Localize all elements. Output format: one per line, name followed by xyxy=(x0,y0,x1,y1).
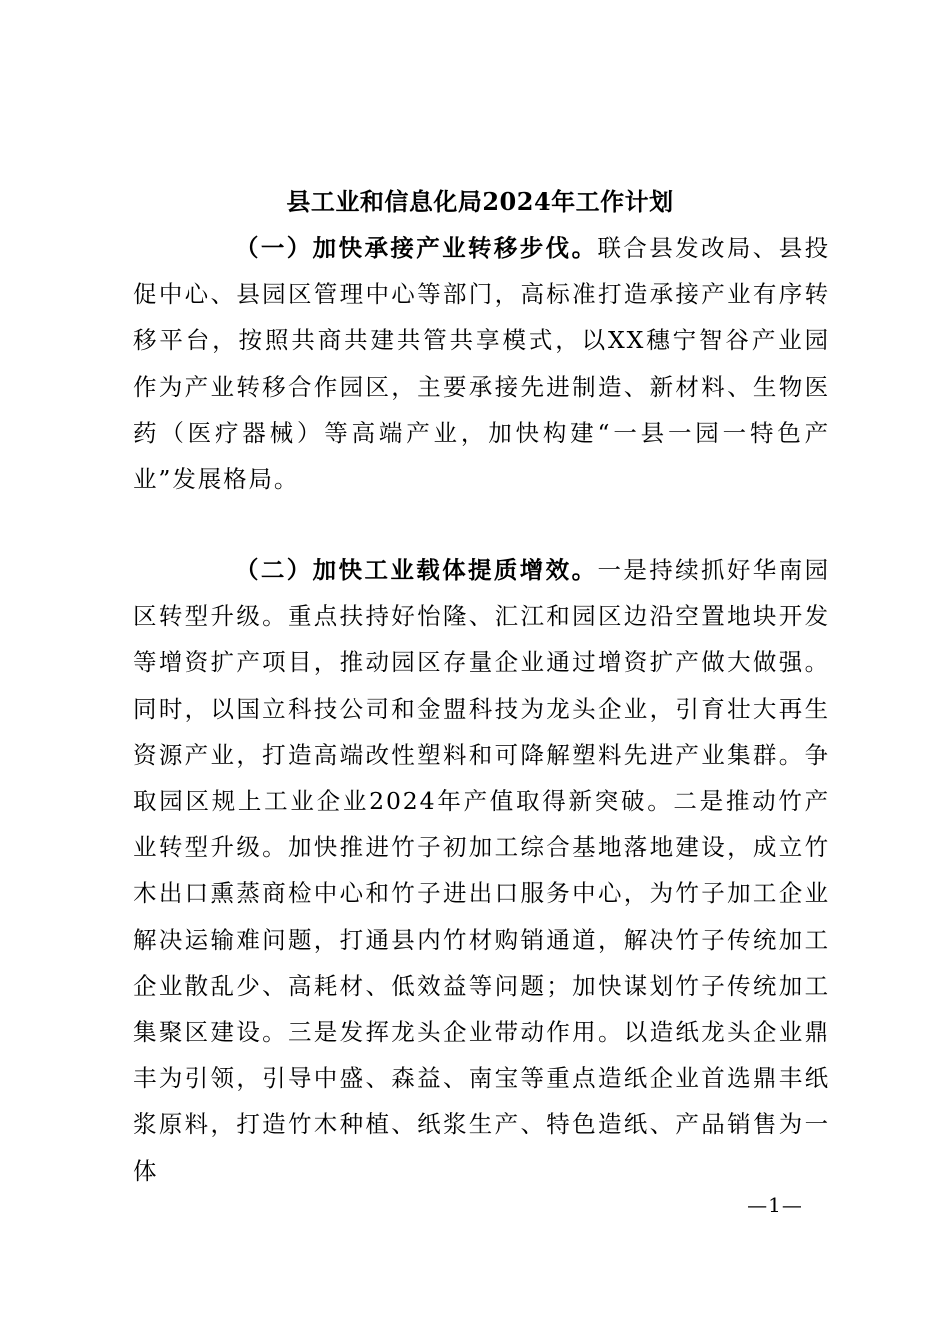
section-paragraph-1 xyxy=(133,225,830,502)
section-body-1: 联合县发改局、县投促中心、县园区管理中心等部门，高标准打造承接产业有序转移平台，按照共商共建共管共享模式，以XX穗宁智谷产业园作为产业转移合作园区，主要承接先进制造、新材料、生物医药（医疗器械）等高端产业，加快构建“一县一园一特色产业”发展格局。 xyxy=(133,234,830,494)
section-heading-2: （二）加快工业载体提质增效。 xyxy=(235,556,598,584)
section-paragraph-2 xyxy=(133,547,830,1194)
section-body-2: 一是持续抓好华南园区转型升级。重点扶持好怡隆、汇江和园区边沿空置地块开发等增资扩产项目，推动园区存量企业通过增资扩产做大做强。同时，以国立科技公司和金盟科技为龙头企业，引育壮大再生资源产业，打造高端改性塑料和可降解塑料先进产业集群。争取园区规上工业企业2024年产值取得新突破。二是推动竹产业转型升级。加快推进竹子初加工综合基地落地建设，成立竹木出口熏蒸商检中心和竹子进出口服务中心，为竹子加工企业解决运输难问题，打通县内竹材购销通道，解决竹子传统加工企业散乱少、高耗材、低效益等问题；加快谋划竹子传统加工集聚区建设。三是发挥龙头企业带动作用。以造纸龙头企业鼎丰为引领，引导中盛、森益、南宝等重点造纸企业首选鼎丰纸浆原料，打造竹木种植、纸浆生产、特色造纸、产品销售为一体 xyxy=(133,556,830,1185)
document-title: 县工业和信息化局2024年工作计划 xyxy=(286,187,674,216)
section-heading-1: （一）加快承接产业转移步伐。 xyxy=(235,234,598,262)
page-number: —1— xyxy=(747,1193,803,1217)
